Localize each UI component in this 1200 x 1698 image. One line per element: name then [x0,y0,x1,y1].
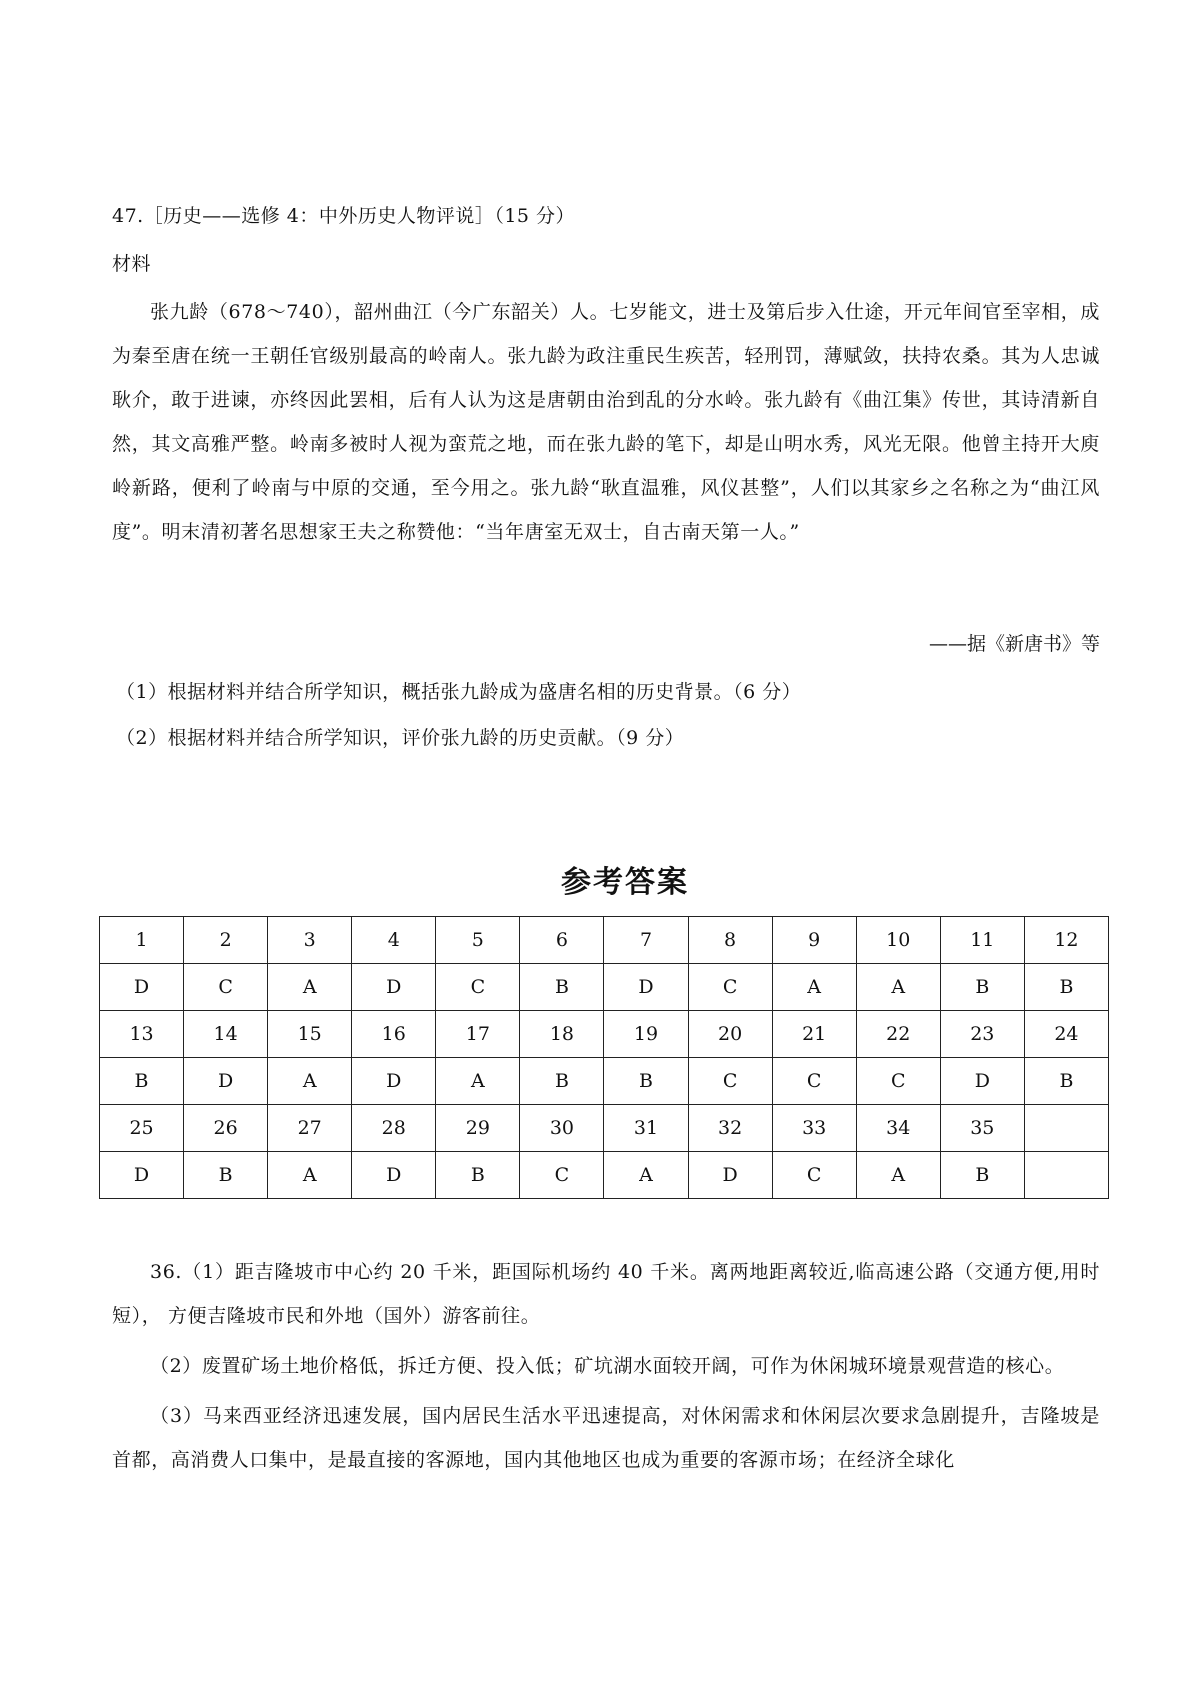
answer-cell: D [100,1152,184,1199]
answer-36-part-1: 36.（1）距吉隆坡市中心约 20 千米，距国际机场约 40 千米。离两地距离较近,临高速公路（交通方便,用时短）， 方便吉隆坡市民和外地（国外）游客前往。 [112,1261,1100,1327]
answer-cell: D [604,964,688,1011]
answer-cell: D [184,1058,268,1105]
answer-cell: B [184,1152,268,1199]
answer-cell: B [100,1058,184,1105]
answer-cell: A [772,964,856,1011]
material-text: 张九龄（678～740），韶州曲江（今广东韶关）人。七岁能文，进士及第后步入仕途，开元年间官至宰相，成为秦至唐在统一王朝任官级别最高的岭南人。张九龄为政注重民生疾苦，轻刑罚，薄赋敛，扶持农桑。其为人忠诚耿介，敢于进谏，亦终因此罢相，后有人认为这是唐朝由治到乱的分水岭。张九龄有《曲江集》传世，其诗清新自然，其文高雅严整。岭南多被时人视为蛮荒之地，而在张九龄的笔下，却是山明水秀，风光无限。他曾主持开大庾岭新路，便利了岭南与中原的交通，至今用之。张九龄“耿直温雅，风仪甚整”，人们以其家乡之名称之为“曲江风度”。明末清初著名思想家王夫之称赞他：“当年唐室无双士，自古南天第一人。” [112,301,1100,543]
answer-cell: B [436,1152,520,1199]
sub-question-2: （2）根据材料并结合所学知识，评价张九龄的历史贡献。（9 分） [116,727,685,749]
question-number-cell: 30 [520,1105,604,1152]
question-number-cell: 35 [940,1105,1024,1152]
answer-cell: D [352,964,436,1011]
answer-36-part-3: （3）马来西亚经济迅速发展，国内居民生活水平迅速提高，对休闲需求和休闲层次要求急剧提升，吉隆坡是首都，高消费人口集中，是最直接的客源地，国内其他地区也成为重要的客源市场；在经济全球化 [112,1405,1100,1471]
answer-cell: C [772,1058,856,1105]
question-number-cell: 19 [604,1011,688,1058]
answer-36-part-2: （2）废置矿场土地价格低，拆迁方便、投入低；矿坑湖水面较开阔，可作为休闲城环境景观营造的核心。 [150,1355,1065,1377]
question-number-cell: 4 [352,917,436,964]
question-number-cell: 15 [268,1011,352,1058]
material-label: 材料 [112,253,152,275]
material-source: ——据《新唐书》等 [928,633,1100,655]
answer-cell: B [940,964,1024,1011]
question-heading: 47.［历史——选修 4：中外历史人物评说］（15 分） [112,205,576,227]
question-number-cell: 13 [100,1011,184,1058]
question-number-cell: 11 [940,917,1024,964]
answer-cell: C [184,964,268,1011]
answer-cell: A [604,1152,688,1199]
question-number-cell: 34 [856,1105,940,1152]
table-row [100,1011,1109,1058]
question-number-cell: 16 [352,1011,436,1058]
question-number-cell: 20 [688,1011,772,1058]
answer-cell [1024,1152,1108,1199]
question-number-cell: 2 [184,917,268,964]
question-number-cell: 7 [604,917,688,964]
question-number-cell: 25 [100,1105,184,1152]
question-number-cell: 21 [772,1011,856,1058]
question-number-cell: 28 [352,1105,436,1152]
question-number-cell: 18 [520,1011,604,1058]
answer-cell: C [856,1058,940,1105]
answer-cell: D [940,1058,1024,1105]
answer-36 [112,1250,1100,1488]
table-row [100,964,1109,1011]
question-number-cell: 24 [1024,1011,1108,1058]
answer-cell: C [520,1152,604,1199]
sub-question-1: （1）根据材料并结合所学知识，概括张九龄成为盛唐名相的历史背景。（6 分） [116,681,802,703]
answer-cell: C [772,1152,856,1199]
material-paragraph [112,290,1100,554]
answer-cell: B [1024,964,1108,1011]
question-number-cell: 14 [184,1011,268,1058]
answer-cell: A [268,1058,352,1105]
answer-cell: D [100,964,184,1011]
question-number-cell: 29 [436,1105,520,1152]
question-number-cell: 17 [436,1011,520,1058]
table-row [100,1152,1109,1199]
question-number-cell: 31 [604,1105,688,1152]
answer-cell: A [268,964,352,1011]
question-number-cell: 27 [268,1105,352,1152]
answer-cell: D [352,1152,436,1199]
question-number-cell [1024,1105,1108,1152]
table-row [100,1058,1109,1105]
answer-cell: C [688,1058,772,1105]
answers-title: 参考答案 [561,865,689,900]
table-row [100,1105,1109,1152]
question-number-cell: 26 [184,1105,268,1152]
question-number-cell: 6 [520,917,604,964]
answer-cell: A [856,1152,940,1199]
question-number-cell: 23 [940,1011,1024,1058]
question-number-cell: 9 [772,917,856,964]
answer-cell: D [688,1152,772,1199]
answer-cell: B [940,1152,1024,1199]
question-number-cell: 8 [688,917,772,964]
question-number-cell: 1 [100,917,184,964]
answer-cell: A [856,964,940,1011]
answer-cell: B [604,1058,688,1105]
answer-cell: C [436,964,520,1011]
answer-cell: B [1024,1058,1108,1105]
answer-cell: A [268,1152,352,1199]
answer-cell: C [688,964,772,1011]
question-number-cell: 12 [1024,917,1108,964]
answer-cell: A [436,1058,520,1105]
question-number-cell: 10 [856,917,940,964]
question-number-cell: 22 [856,1011,940,1058]
answer-cell: B [520,1058,604,1105]
answer-cell: D [352,1058,436,1105]
question-number-cell: 5 [436,917,520,964]
table-row [100,917,1109,964]
question-number-cell: 32 [688,1105,772,1152]
answer-table [99,916,1109,1199]
question-number-cell: 3 [268,917,352,964]
question-number-cell: 33 [772,1105,856,1152]
answer-cell: B [520,964,604,1011]
